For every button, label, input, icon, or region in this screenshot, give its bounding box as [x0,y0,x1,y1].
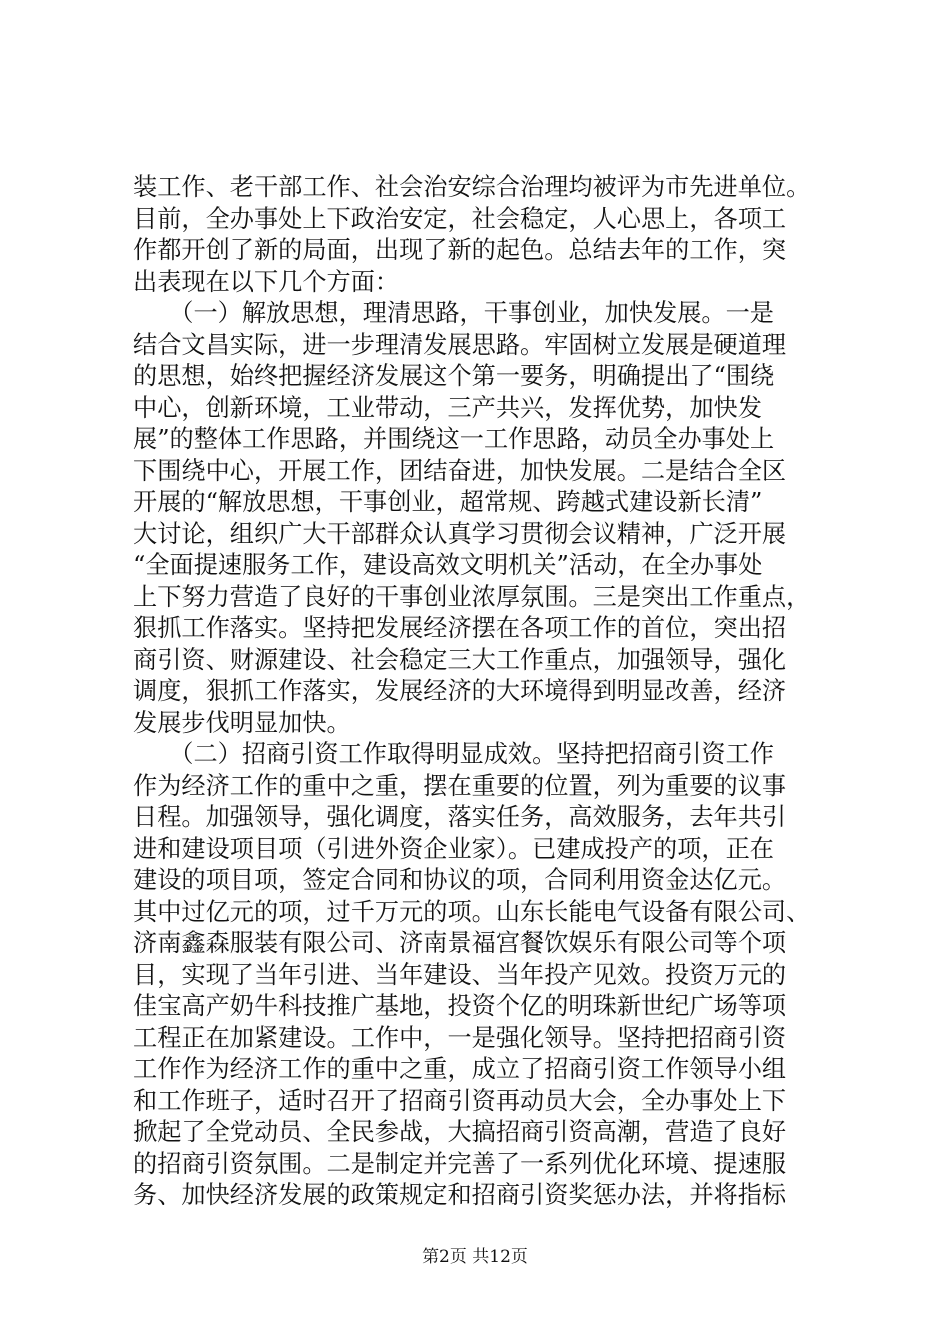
text-line: 目前，全办事处上下政治安定，社会稳定，人心思上，各项工 [133,204,787,233]
text-line: 开展的“解放思想，干事创业，超常规、跨越式建设新长清” [133,488,763,516]
page-footer: 第2页 共12页 [422,1247,528,1267]
text-line: 工作作为经济工作的重中之重，成立了招商引资工作领导小组 [133,1055,787,1083]
text-line: 掀起了全党动员、全民参战，大搞招商引资高潮，营造了良好 [133,1118,787,1146]
text-line: 出表现在以下几个方面： [133,267,400,296]
text-line: 建设的项目项，签定合同和协议的项，合同利用资金达亿元。 [133,866,787,894]
text-line: （二）招商引资工作取得明显成效。坚持把招商引资工作 [133,740,774,768]
text-line: 务、加快经济发展的政策规定和招商引资奖惩办法，并将指标 [133,1181,787,1209]
text-line: 佳宝高产奶牛科技推广基地，投资个亿的明珠新世纪广场等项 [133,992,787,1020]
text-line: 发展步伐明显加快。 [133,708,351,737]
text-line: 商引资、财源建设、社会稳定三大工作重点，加强领导，强化 [133,645,787,674]
text-line: （一）解放思想，理清思路，干事创业，加快发展。一是 [133,299,774,327]
text-line: 上下努力营造了良好的干事创业浓厚氛围。三是突出工作重点， [133,582,811,611]
text-line: 调度，狠抓工作落实，发展经济的大环境得到明显改善，经济 [133,677,787,705]
text-line: 装工作、老干部工作、社会治安综合治理均被评为市先进单位。 [133,173,811,201]
text-line: 的招商引资氛围。二是制定并完善了一系列优化环境、提速服 [133,1149,787,1178]
text-line: 的思想，始终把握经济发展这个第一要务，明确提出了“围绕 [133,362,775,390]
text-line: 济南鑫森服装有限公司、济南景福宫餐饮娱乐有限公司等个项 [133,929,787,957]
text-line: 目，实现了当年引进、当年建设、当年投产见效。投资万元的 [133,960,787,989]
text-line: 狠抓工作落实。坚持把发展经济摆在各项工作的首位，突出招 [133,614,787,642]
document-body [133,172,833,1212]
text-line: 进和建设项目项（引进外资企业家）。已建成投产的项，正在 [133,834,774,863]
text-line: 日程。加强领导，强化调度，落实任务，高效服务，去年共引 [133,803,787,831]
text-line: 作为经济工作的重中之重，摆在重要的位置，列为重要的议事 [133,771,787,800]
text-line: 和工作班子，适时召开了招商引资再动员大会，全办事处上下 [133,1086,787,1115]
text-line: 大讨论，组织广大干部群众认真学习贯彻会议精神，广泛开展 [133,519,787,548]
text-line: 结合文昌实际，进一步理清发展思路。牢固树立发展是硬道理 [133,330,787,359]
text-line: 其中过亿元的项，过千万元的项。山东长能电气设备有限公司、 [133,897,811,926]
text-line: 中心，创新环境，工业带动，三产共兴，发挥优势，加快发 [133,393,762,422]
text-line: “全面提速服务工作，建设高效文明机关”活动，在全办事处 [133,551,763,579]
text-line: 下围绕中心，开展工作，团结奋进，加快发展。二是结合全区 [133,456,787,485]
text-line: 工程正在加紧建设。工作中，一是强化领导。坚持把招商引资 [133,1023,787,1052]
text-line: 展”的整体工作思路，并围绕这一工作思路，动员全办事处上 [133,425,775,453]
text-line: 作都开创了新的局面，出现了新的起色。总结去年的工作，突 [133,236,787,264]
